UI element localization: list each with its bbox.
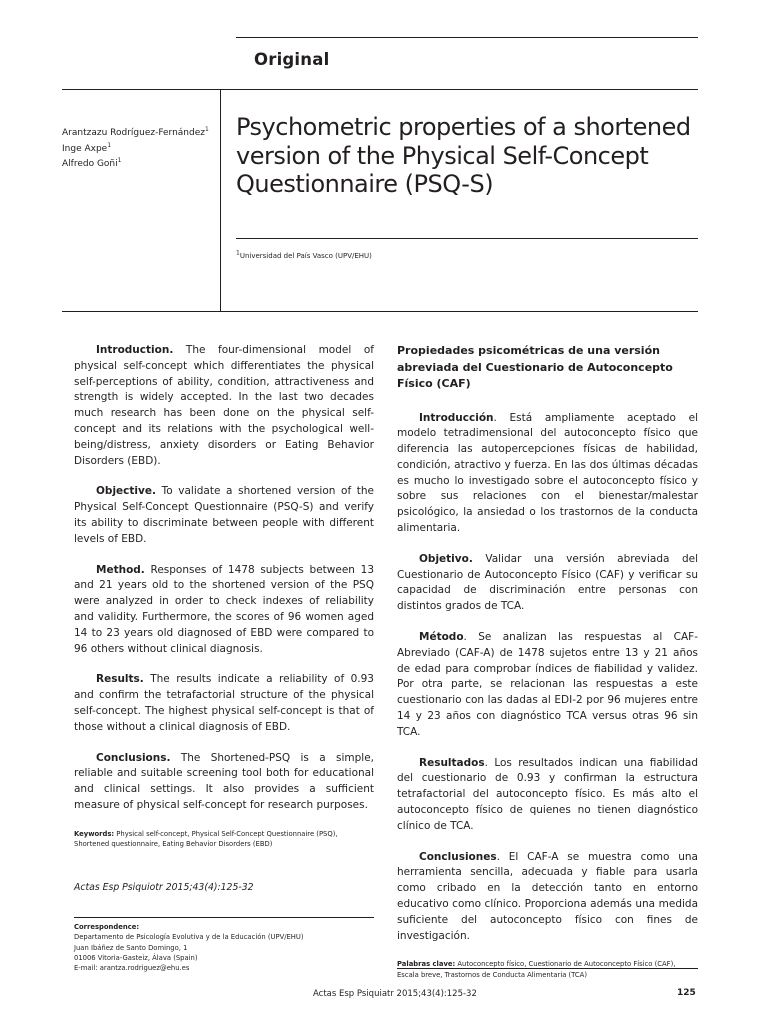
section-label: Original xyxy=(254,50,330,69)
correspondence-rule xyxy=(74,917,374,918)
footer-rule xyxy=(397,968,698,969)
abstract-paragraph: Conclusions. The Shortened-PSQ is a simple, reliable and suitable screening tool both for educational and clinical settings. It also provides a sufficient measure of physical self-concept for research purposes. xyxy=(74,751,374,811)
abstract-paragraph: Resultados. Los resultados indican una fiabilidad del cuestionario de 0.93 y confirman la estructura tetrafactorial del autoconcepto físico. Es más alto el autoconcepto físico de quienes no tienen diagnóstico clínico de TCA. xyxy=(397,756,698,832)
abstract-paragraph: Introduction. The four-dimensional model of physical self-concept which differentiates the physical self-perceptions of ability, condition, attractiveness and strength is widely accepted. In the last two decades much research has been done on the physical self-concept and its relations with the psychological well-being/distress, anxiety disorders or Eating Behavior Disorders (EBD). xyxy=(74,344,374,467)
keywords: Keywords: Physical self-concept, Physical Self-Concept Questionnaire (PSQ), Shortened questionnaire, Eating Behavior Disorders (EBD) xyxy=(74,829,338,849)
header-divider-rule xyxy=(62,89,698,90)
author-list xyxy=(62,126,209,173)
spanish-title: Propiedades psicométricas de una versión abreviada del Cuestionario de Autoconcepto Físico (CAF) xyxy=(397,344,673,390)
abstract-paragraph: Results. The results indicate a reliability of 0.93 and confirm the tetrafactorial structure of the physical self-concept. The highest physical self-concept is that of those without a clinical diagnosis of EBD. xyxy=(74,673,374,733)
abstract-paragraph: Método. Se analizan las respuestas al CAF-Abreviado (CAF-A) de 1478 sujetos entre 13 y 21 años de edad para comprobar índices de fiabilidad y validez. Por otra parte, se relacionan las respuestas a este cuestionario con las dadas al EDI-2 por 96 mujeres entre 14 y 23 años con diagnóstico TCA versus otras 96 sin TCA. xyxy=(397,631,698,738)
abstract-paragraph: Method. Responses of 1478 subjects between 13 and 21 years old to the shortened version of the PSQ were analyzed in order to check indexes of reliability and validity. Furthermore, the scores of 96 women aged 14 to 23 years old diagnosed of EBD were compared to 96 others without clinical diagnosis. xyxy=(74,563,374,655)
correspondence-line: Departamento de Psicología Evolutiva y de la Educación (UPV/EHU) xyxy=(74,933,304,942)
author: Alfredo Goñi$^1$ xyxy=(62,157,122,169)
page-number: 125 xyxy=(677,988,696,998)
footer-journal: Actas Esp Psiquiatr 2015;43(4):125-32 xyxy=(313,989,477,999)
correspondence-email: E-mail: arantza.rodriguez@ehu.es xyxy=(74,964,190,973)
author: Inge Axpe$^1$ xyxy=(62,141,112,154)
title-bottom-rule xyxy=(236,238,698,239)
article-title: Psychometric properties of a shortened version of the Physical Self-Concept Questionnaire (PSQ-S) xyxy=(236,113,691,198)
correspondence xyxy=(74,922,304,973)
citation: Actas Esp Psiquiotr 2015;43(4):125-32 xyxy=(74,881,254,893)
header-bottom-rule xyxy=(62,311,698,312)
abstract-paragraph: Conclusiones. El CAF-A se muestra como una herramienta sencilla, adecuada y fiable para usarla como cribado en la detección tanto en entorno educativo como clínico. Proporciona además una medida suficiente del autoconcepto físico con fines de investigación. xyxy=(397,850,698,942)
abstract-paragraph: Introducción. Está ampliamente aceptado el modelo tetradimensional del autoconcepto físico que diferencia las autopercepciones físicas de habilidad, condición, atractivo y fuerza. En las dos últimas décadas es mucho lo investigado sobre el autoconcepto físico y sobre sus relaciones con el bienestar/malestar psicológico, la ansiedad o los trastornos de la conducta alimentaria. xyxy=(397,411,698,535)
affiliation: $^1$Universidad del País Vasco (UPV/EHU) xyxy=(236,249,372,260)
abstract-spanish xyxy=(397,343,698,980)
correspondence-line: Juan Ibáñez de Santo Domingo, 1 xyxy=(74,943,188,952)
vertical-rule xyxy=(220,89,221,311)
author: Arantzazu Rodríguez-Fernández$^1$ xyxy=(62,126,209,138)
abstract-paragraph: Objective. To validate a shortened version of the Physical Self-Concept Questionnaire (PSQ-S) and verify its ability to discriminate between people with different levels of EBD. xyxy=(74,485,374,545)
top-rule xyxy=(236,37,698,38)
correspondence-heading: Correspondence: xyxy=(74,923,140,931)
correspondence-line: 01006 Vitoria-Gasteiz, Álava (Spain) xyxy=(74,953,198,962)
abstract-paragraph: Objetivo. Validar una versión abreviada del Cuestionario de Autoconcepto Físico (CAF) y verificar su capacidad de discriminación entre personas con distintos grados de TCA. xyxy=(397,552,698,613)
palabras-clave: Palabras clave: Autoconcepto físico, Cuestionario de Autoconcepto Físico (CAF), Escala breve, Trastornos de Conducta Alimentaria (TCA) xyxy=(397,960,676,979)
abstract-english xyxy=(74,343,374,896)
